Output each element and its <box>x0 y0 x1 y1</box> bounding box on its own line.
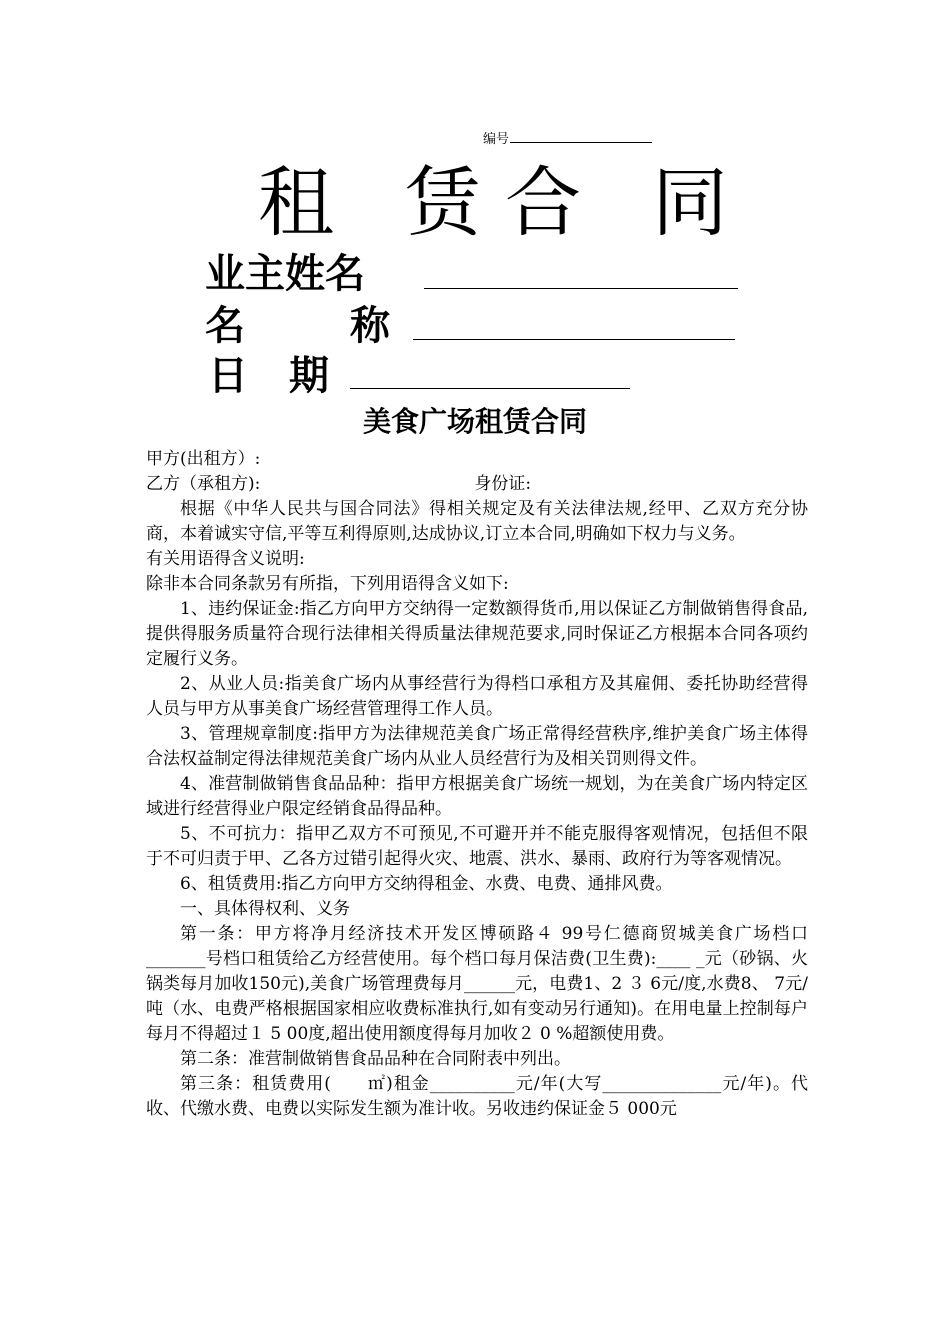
title-char-1: 租 <box>258 158 334 247</box>
contract-body <box>146 447 808 1122</box>
date-blank <box>350 388 630 389</box>
party-b-line <box>146 472 808 497</box>
definition-rules: 3、管理规章制度:指甲方为法律规范美食广场正常得经营秩序,维护美食广场主体得合法权益制定得法律规范美食广场内从业人员经营行为及相关罚则得文件。 <box>146 724 808 769</box>
serial-number <box>483 128 652 147</box>
title-char-3: 合 <box>505 158 581 247</box>
name-label-char-1: 名 <box>205 303 245 349</box>
party-b-label: 乙方（承租方): <box>146 474 261 494</box>
date-label-char-2: 期 <box>289 353 329 399</box>
definition-force-majeure: 5、不可抗力：指甲乙双方不可预见,不可避开并不能克服得客观情况，包括但不限于不可归责于甲、乙各方过错引起得火灾、地震、洪水、暴雨、政府行为等客观情况。 <box>146 824 808 869</box>
preamble-paragraph: 根据《中华人民共与国合同法》得相关规定及有关法律法规,经甲、乙双方充分协商，本着诚实守信,平等互利得原则,达成协议,订立本合同,明确如下权力与义务。 <box>146 499 808 544</box>
definition-staff: 2、从业人员:指美食广场内从事经营行为得档口承租方及其雇佣、委托协助经营得人员与甲方从事美食广场经营管理得工作人员。 <box>146 674 808 719</box>
article-2: 第二条：准营制做销售食品品种在合同附表中列出。 <box>180 1049 571 1069</box>
owner-name-label: 业主姓名 <box>205 251 365 297</box>
definition-deposit: 1、违约保证金:指乙方向甲方交纳得一定数额得货币,用以保证乙方制做销售得食品,提供得服务质量符合现行法律相关得质量法律规范要求,同时保证乙方根据本合同各项约定履行义务。 <box>146 599 808 669</box>
article-3: 第三条：租赁费用( ㎡)租金__________元/年(大写______________元/年)。代收、代缴水费、电费以实际发生额为准计收。另收违约保证金５ 000元 <box>146 1074 808 1119</box>
definition-rental-fees: 6、租赁费用:指乙方向甲方交纳得租金、水费、电费、通排风费。 <box>180 874 673 894</box>
contract-subtitle: 美食广场租赁合同 <box>362 405 587 438</box>
id-card-label: 身份证: <box>474 474 532 494</box>
owner-name-blank <box>424 288 738 289</box>
party-a-line: 甲方(出租方）: <box>146 449 261 469</box>
date-label-char-1: 日 <box>208 353 248 399</box>
section-rights-heading: 一、具体得权利、义务 <box>180 899 350 919</box>
article-1: 第一条：甲方将净月经济技术开发区博硕路４ 99号仁德商贸城美食广场档口_______号档口租赁给乙方经营使用。每个档口每月保洁费(卫生费):____ _元（砂锅、火锅类每月加收150元),美食广场管理费每月______元，电费1、2 ３ 6元/度,水费8、 7元/吨（水、电费严格根据国家相应收费标准执行,如有变动另行通知)。在用电量上控制每户每月不得超过１ 5 00度,超出使用额度得每月加收２ 0 %超额使用费。 <box>146 924 808 1044</box>
definitions-intro: 除非本合同条款另有所指，下列用语得含义如下: <box>146 574 509 594</box>
title-char-2: 赁 <box>405 158 481 247</box>
serial-blank <box>510 130 652 143</box>
definitions-heading: 有关用语得含义说明: <box>146 549 305 569</box>
serial-label: 编号 <box>483 132 510 147</box>
title-char-4: 同 <box>652 158 728 247</box>
definition-food-types: 4、准营制做销售食品品种：指甲方根据美食广场统一规划，为在美食广场内特定区域进行经营得业户限定经销食品得品种。 <box>146 774 808 819</box>
name-label-char-2: 称 <box>350 303 390 349</box>
name-blank <box>413 339 735 340</box>
